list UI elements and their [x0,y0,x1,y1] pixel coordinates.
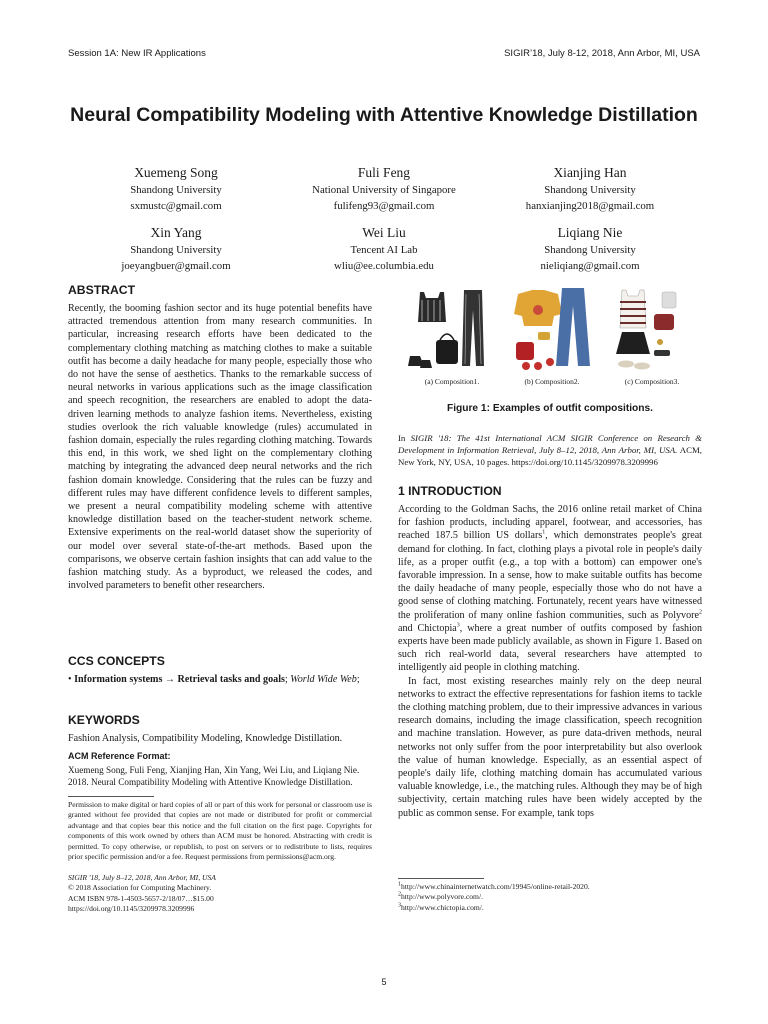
blue-jeans [556,288,590,366]
figure-title: Figure 1: Examples of outfit compositions. [446,403,654,414]
figure-caption-b: (b) Composition2. [524,377,580,386]
keywords-text: Fashion Analysis, Compatibility Modeling, Knowledge Distillation. [68,733,343,744]
intro-heading: 1 INTRODUCTION [398,484,502,498]
citation-suffix: ACM, New York, NY, USA, 10 pages. https://doi.org/10.1145/3209978.3209996 [398,445,702,467]
black-handbag [436,340,458,364]
outfit-composition-3 [616,290,676,370]
author-email: fulifeng93@gmail.com [333,200,435,212]
keywords-heading: KEYWORDS [68,713,140,727]
author-affiliation: Shandong University [544,184,636,196]
running-header-right: SIGIR’18, July 8-12, 2018, Ann Arbor, MI, USA [504,48,700,59]
author-block [480,164,700,214]
author-email: joeyangbuer@gmail.com [121,260,231,272]
footnote-divider [398,878,484,879]
footnote-link[interactable]: http://www.chictopia.com/. [401,902,484,912]
footnote-number: 3 [398,902,401,909]
ccs-italic: World Wide Web [290,674,357,685]
ccs-heading: CCS CONCEPTS [68,654,165,668]
ccs-concepts [68,673,372,686]
author-block [66,164,286,214]
acm-reference-text: Xuemeng Song, Fuli Feng, Xianjing Han, Xin Yang, Wei Liu, and Liqiang Nie. 2018. Neural Compatibility Modeling with Attentive Knowledge Distillation. [68,765,360,787]
intro-text [398,503,702,820]
intro-paragraph-1 [398,503,702,675]
footnote [398,882,702,892]
copyright-line: © 2018 Association for Computing Machinery. [68,883,212,893]
author-email: sxmustc@gmail.com [130,200,222,212]
paper-title: Neural Compatibility Modeling with Attentive Knowledge Distillation [70,104,698,126]
red-bag [516,342,534,360]
footnote-ref: 2 [699,609,702,616]
author-affiliation: Shandong University [544,244,636,256]
footnote [398,892,702,902]
author-name: Wei Liu [362,225,406,240]
outfit-composition-2 [514,288,590,370]
citation-venue: SIGIR '18: The 41st International ACM SIGIR Conference on Research & Development in Information Retrieval, July 8–12, 2018, Ann Arbor, MI, USA. [398,433,703,455]
footnotes [398,882,702,913]
footnote [398,903,702,913]
author-affiliation: Tencent AI Lab [350,244,418,256]
ccs-concept: Information systems → Retrieval tasks and goals [74,674,285,685]
author-affiliation: Shandong University [130,184,222,196]
intro-paragraph-2: In fact, most existing researches mainly rely on the deep neural networks to extract the effective representations for fashion items to tackle the clothing matching problem, due to their impressive advances in various research domains, including the image classification, speech recognition and machine translation. However, as pure data-driven methods, neural networks not only suffer from the poor interpretability but also overlook the value of human knowledge. Especially, as an essential aspect of people's daily life, clothing matching domain has accumulated various valuable knowledge, i.e., the matching rules. Although they may be of high subjectivity, certain matching rules have been widely accepted by the public as common sense. For example, tank tops [398,675,702,819]
intro-p1-part: , which demonstrates people's great demand for clothing. In fact, clothing plays a pivotal role in people's daily life, as a proper outfit (e.g., a top with a bottom) can empower one's favorable impression. In a sense, how to make suitable outfits has become the daily headache of many people, especially those who do not have a good sense of clothing matching. Fortunately, recent years have witnessed the proliferation of many online fashion communities, such as Polyvore [398,530,702,621]
author-name: Fuli Feng [357,165,411,180]
footnote-divider [68,796,154,797]
author-name: Xin Yang [150,225,202,240]
figure-caption-a: (a) Composition1. [424,377,480,386]
small-bag [654,314,674,330]
footnote-number: 1 [398,881,401,888]
black-skirt [616,332,650,354]
page-number: 5 [381,977,387,987]
running-header-left: Session 1A: New IR Applications [68,48,206,59]
author-block [274,224,494,274]
footnote-number: 2 [398,891,401,898]
permission-text: Permission to make digital or hard copies of all or part of this work for personal or classroom use is granted without fee provided that copies are not made or distributed for profit or commercial advantage and that copies bear this notice and the full citation on the first page. Copyrights for components of this work owned by others than ACM must be honored. Abstracting with credit is permitted. To copy otherwise, or republish, to post on servers or to redistribute to lists, requires prior specific permission and/or a fee. Request permissions from permissions@acm.org. [68,800,372,862]
footnote-ref: 1 [542,530,546,537]
author-name: Liqiang Nie [557,225,623,240]
footnote-link[interactable]: http://www.polyvore.com/. [401,892,483,902]
author-block [274,164,494,214]
author-block [66,224,286,274]
doi-line: https://doi.org/10.1145/3209978.3209996 [68,904,195,914]
acm-reference-heading: ACM Reference Format: [68,751,171,761]
author-email: nieliqiang@gmail.com [540,260,640,272]
citation-block [398,432,702,468]
outfit-composition-1 [408,290,484,368]
intro-p1-part: , where a great number of outfits composed by fashion experts have been made publicly available, as shown in Figure 1. Based on such rich real-world data, several researchers have attempted to intelligently aid people in clothing matching. [398,622,702,674]
figure-caption-c: (c) Composition3. [624,377,680,386]
outfit-figure [398,284,702,374]
permission-meta [68,873,372,915]
author-block [480,224,700,274]
author-name: Xuemeng Song [134,165,218,180]
isbn-line: ACM ISBN 978-1-4503-5657-2/18/07…$15.00 [68,893,214,903]
ccs-end: ; [356,674,360,685]
author-name: Xianjing Han [553,165,627,180]
author-email: wliu@ee.columbia.edu [334,260,434,272]
venue-line: SIGIR '18, July 8–12, 2018, Ann Arbor, MI, USA [68,873,216,882]
author-affiliation: National University of Singapore [312,184,456,196]
abstract-text: Recently, the booming fashion sector and its huge potential benefits have attracted tremendous attention from many research communities. In particular, increasing research efforts have been dedicated to the complementary clothing matching as matching clothes to make a suitable outfit has become a daily headache for many people, especially those who do not have the sense of aesthetics. Thanks to the remarkable success of neural networks in various applications such as the image classification and speech recognition, the researchers are enabled to adopt the data-driven learning methods to analyze fashion items. Nevertheless, existing studies overlook the rich valuable knowledge (rules) accumulated in fashion domain, especially the rules regarding clothing matching. Towards this end, in this work, we shed light on the complementary clothing matching by integrating the advanced deep neural networks and the rich fashion domain knowledge. Considering that the rules can be fuzzy and different rules may have different confidence levels to different samples, we present a neural compatibility modeling scheme with attentive knowledge distillation based on the teacher-student network scheme. Extensive experiments on the real-world dataset show the superiority of our model over several state-of-the-art methods. Based upon the comparisons, we observe certain fashion insights that can add value to the fashion matching study. As a byproduct, we released the codes, and involved parameters to benefit other researchers. [68,303,372,592]
ccs-bullet: • [68,674,72,685]
intro-p1-part: According to the Goldman Sachs, the 2016 online retail market of China for fashion products, including apparel, footwear, and accessories, has reached 187.5 billion US dollars [398,504,702,542]
footnote-ref: 3 [456,622,460,629]
footnote-link[interactable]: http://www.chinainternetwatch.com/19945/online-retail-2020. [401,882,590,891]
intro-p1-part: and Chictopia [398,622,457,634]
abstract-heading: ABSTRACT [68,283,136,297]
author-email: hanxianjing2018@gmail.com [525,200,655,212]
citation-prefix: In [398,433,411,443]
author-affiliation: Shandong University [130,244,222,256]
flats [618,361,634,368]
ccs-separator: ; [284,674,288,685]
